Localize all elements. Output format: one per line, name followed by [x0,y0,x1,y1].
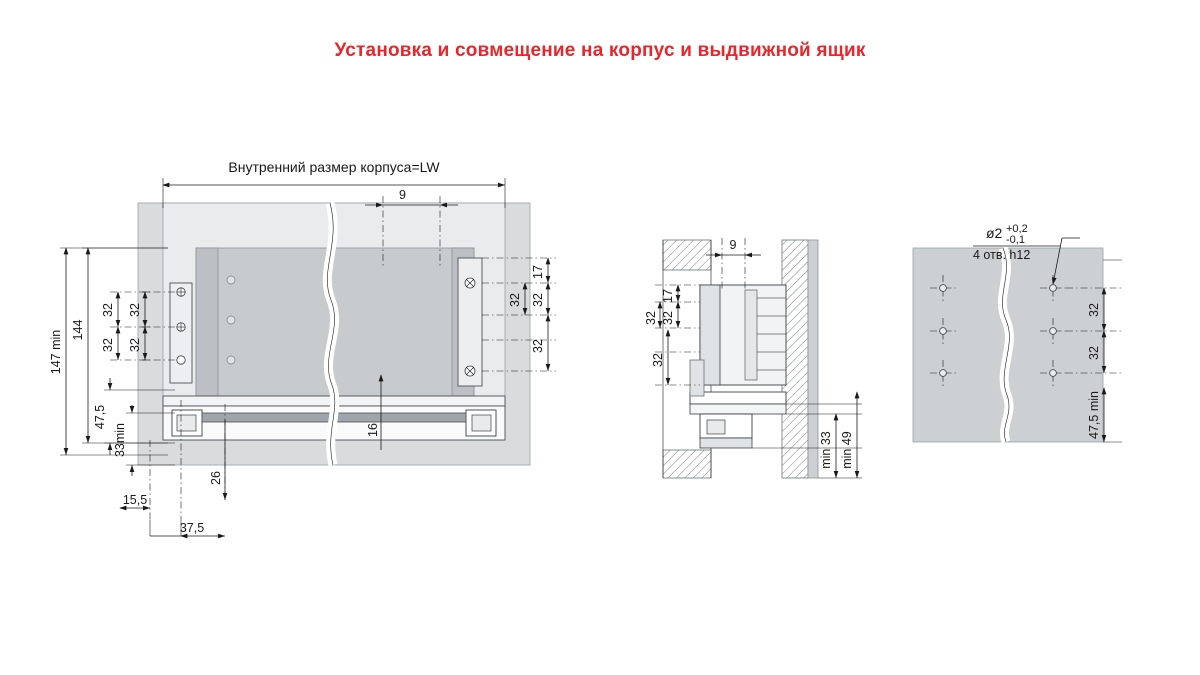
dim-right-17: 17 [531,265,545,279]
bracket-right-inner [472,415,491,431]
dim-top-9: 9 [399,188,406,202]
dim-16: 16 [366,423,380,437]
drawer-bottom-rail-2 [690,404,786,414]
dim-144: 144 [71,319,85,341]
callout-note: 4 отв. h12 [973,248,1031,262]
dim-right-32-c: 32 [531,339,545,353]
dim-33min: 33min [113,422,127,458]
dim-left-32-d: 32 [128,338,142,352]
dim-side-9: 9 [729,238,737,252]
drawer-side-left [196,248,218,396]
dim-47-5: 47,5 [93,404,107,430]
dim-37-5: 37,5 [179,521,205,535]
dim-left-32-b: 32 [101,338,115,352]
bracket-left-inner [177,415,196,431]
dim-26: 26 [209,471,223,485]
callout-tolerance-lower: -0,1 [1006,234,1025,246]
dim-min-33: min 33 [819,431,833,469]
front-elevation-view [49,159,556,536]
drawer-bottom-rail [690,392,786,404]
dim-15-5: 15,5 [122,493,148,507]
side-section-view [644,238,862,478]
drawer-bracket-inner [707,420,725,434]
dim-side-17: 17 [661,289,675,303]
dim-right-32-a: 32 [531,293,545,307]
drawer-bracket-base [700,438,752,448]
drawer-hole-3 [227,356,235,364]
dim-drill-32-b: 32 [1087,346,1101,360]
dim-side-32-b: 32 [644,311,658,325]
runner-tail [690,360,704,396]
dim-side-32-c: 32 [651,353,665,367]
runner-ribs [745,290,757,380]
page-title: Установка и совмещение на корпус и выдвижной ящик [334,40,866,61]
wall-hatch-bottom [663,450,711,478]
dim-inner-width-label: Внутренний размер корпуса=LW [228,159,440,175]
runner-left [170,283,192,383]
dim-left-32-a: 32 [101,303,115,317]
callout-tolerance-upper: +0,2 [1006,223,1028,235]
wall-hatch-top [663,240,711,270]
drawer-hole-1 [227,276,235,284]
dim-drill-32-a: 32 [1087,303,1101,317]
dim-side-32-a: 32 [661,311,675,325]
dim-right-32-b: 32 [508,293,522,307]
dim-left-32-c: 32 [128,303,142,317]
drawer-hole-2 [227,316,235,324]
dim-min-49: min 49 [840,431,854,469]
callout-diameter: ø2 [986,225,1003,241]
screw-hole-left-3 [177,356,185,364]
dim-drill-47-5min: 47,5 min [1087,391,1101,439]
drilling-pattern-view [913,223,1122,442]
front-panel-face [808,240,818,478]
dim-147min: 147 min [49,329,63,375]
